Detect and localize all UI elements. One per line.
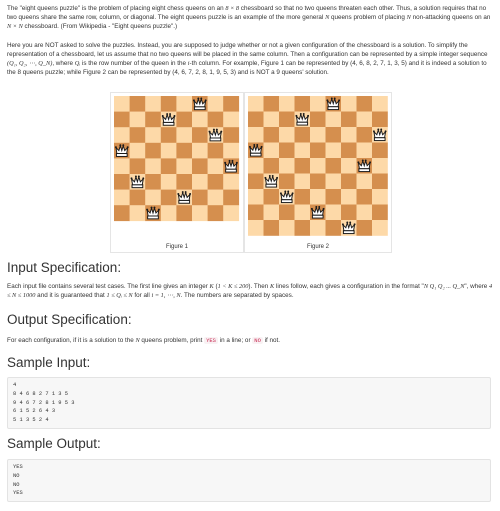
board-square	[208, 96, 224, 112]
board-square	[264, 127, 280, 143]
board-square	[279, 174, 295, 190]
sample-output-heading: Sample Output:	[7, 436, 101, 451]
board-square	[326, 174, 342, 190]
board-square	[372, 143, 388, 159]
board-square	[264, 158, 280, 174]
no-code: NO	[254, 337, 261, 344]
board-square	[248, 189, 264, 205]
board-square	[130, 96, 146, 112]
board-square	[161, 143, 177, 159]
board-square	[145, 174, 161, 190]
board-square	[248, 205, 264, 221]
sample-input-block[interactable]	[7, 377, 491, 429]
board-square	[145, 158, 161, 174]
board-square	[341, 96, 357, 112]
sample-output-line: NO	[13, 481, 20, 488]
board-square	[176, 112, 192, 128]
board-square	[341, 189, 357, 205]
board-square	[357, 205, 373, 221]
board-square	[341, 112, 357, 128]
sample-output-line: NO	[13, 472, 20, 479]
board-square	[279, 158, 295, 174]
board-square	[326, 143, 342, 159]
board-square	[310, 220, 326, 236]
board-square	[341, 127, 357, 143]
board-square	[264, 205, 280, 221]
board-square	[145, 96, 161, 112]
board-square	[248, 220, 264, 236]
board-square	[357, 127, 373, 143]
board-square	[326, 220, 342, 236]
chessboard-figure-1	[111, 93, 243, 237]
figures	[0, 92, 500, 254]
board-square	[208, 205, 224, 221]
board-square	[130, 112, 146, 128]
figure-2-caption: Figure 2	[306, 244, 329, 250]
board-square	[295, 220, 311, 236]
sample-input-line: 4	[13, 382, 17, 388]
board-square	[372, 96, 388, 112]
figure-1	[110, 92, 244, 253]
board-square	[248, 158, 264, 174]
board-square	[264, 220, 280, 236]
board-square	[295, 143, 311, 159]
board-square	[372, 205, 388, 221]
sample-input-line: 5 1 3 5 2 4	[13, 417, 49, 424]
board-square	[176, 143, 192, 159]
board-square	[223, 112, 239, 128]
board-square	[208, 143, 224, 159]
board-square	[326, 189, 342, 205]
board-square	[357, 96, 373, 112]
chessboard-figure-2	[245, 93, 391, 237]
board-square	[130, 190, 146, 206]
board-square	[161, 205, 177, 221]
board-square	[223, 174, 239, 190]
board-square	[310, 127, 326, 143]
board-square	[114, 190, 130, 206]
board-square	[192, 174, 208, 190]
board-square	[295, 96, 311, 112]
board-square	[357, 189, 373, 205]
board-square	[357, 220, 373, 236]
board-square	[341, 143, 357, 159]
board-square	[114, 96, 130, 112]
board-square	[248, 96, 264, 112]
board-square	[114, 205, 130, 221]
board-square	[223, 190, 239, 206]
board-square	[161, 158, 177, 174]
board-square	[310, 174, 326, 190]
board-square	[208, 190, 224, 206]
board-square	[145, 190, 161, 206]
board-square	[161, 174, 177, 190]
output-spec-heading: Output Specification:	[7, 312, 132, 327]
board-square	[372, 112, 388, 128]
board-square	[279, 127, 295, 143]
board-square	[357, 143, 373, 159]
board-square	[295, 127, 311, 143]
board-square	[130, 143, 146, 159]
sample-output-line: YES	[13, 464, 23, 470]
board-square	[310, 112, 326, 128]
yes-code: YES	[206, 337, 216, 344]
board-square	[279, 96, 295, 112]
board-square	[161, 96, 177, 112]
board-square	[264, 96, 280, 112]
figure-2	[244, 92, 392, 253]
board-square	[223, 127, 239, 143]
board-square	[357, 174, 373, 190]
board-square	[264, 143, 280, 159]
board-square	[279, 112, 295, 128]
board-square	[192, 112, 208, 128]
board-square	[341, 174, 357, 190]
board-square	[192, 158, 208, 174]
board-square	[130, 127, 146, 143]
sample-input-line: 8 4 6 8 2 7 1 3 5	[13, 390, 68, 397]
sample-input-heading: Sample Input:	[7, 355, 91, 370]
board-square	[295, 189, 311, 205]
input-spec-heading: Input Specification:	[7, 260, 122, 275]
board-square	[279, 220, 295, 236]
board-square	[372, 158, 388, 174]
board-square	[176, 96, 192, 112]
sample-input-line: 6 1 5 2 6 4 3	[13, 408, 56, 415]
board-square	[114, 112, 130, 128]
board-square	[326, 158, 342, 174]
board-square	[248, 174, 264, 190]
board-square	[372, 174, 388, 190]
board-square	[279, 143, 295, 159]
board-square	[114, 174, 130, 190]
task-paragraph: Here you are NOT asked to solve the puzzles. Instead, you are supposed to judge whether or not a given configuration of the chessboard is a solution. To simplify the representation of a chessboard, let us assume that no two queens will be placed in the same column. Then a configuration can be represented by a simple integer sequence (Q₁, Q₂, ⋯, Q_N), where Qᵢ is the row number of the queen in the i-th column. For example, Figure 1 can be represented by (4, 6, 8, 2, 7, 1, 3, 5) and it is indeed a solution to the 8 queens puzzle; while Figure 2 can be represented by (4, 6, 7, 2, 8, 1, 9, 5, 3) and is NOT a 9 queens' solution.	[7, 42, 488, 76]
board-square	[295, 158, 311, 174]
board-square	[295, 205, 311, 221]
board-square	[310, 158, 326, 174]
board-square	[176, 174, 192, 190]
board-square	[341, 205, 357, 221]
board-square	[130, 205, 146, 221]
intro-paragraph: The "eight queens puzzle" is the problem of placing eight chess queens on an 8 × 8 chessboard so that no two queens threaten each other. Thus, a solution requires that no two queens share the same row, column, or diagonal. The eight queens puzzle is an example of the more general N queens problem of placing N non-attacking queens on an N × N chessboard. (From Wikipedia - "Eight queens puzzle".)	[7, 5, 491, 30]
board-square	[114, 127, 130, 143]
board-square	[192, 127, 208, 143]
board-square	[310, 189, 326, 205]
board-square	[326, 205, 342, 221]
board-square	[192, 190, 208, 206]
board-square	[192, 143, 208, 159]
board-square	[326, 127, 342, 143]
board-square	[341, 158, 357, 174]
board-square	[310, 96, 326, 112]
board-square	[130, 158, 146, 174]
board-square	[145, 143, 161, 159]
board-square	[248, 127, 264, 143]
board-square	[176, 158, 192, 174]
board-square	[264, 112, 280, 128]
board-square	[310, 143, 326, 159]
board-square	[208, 158, 224, 174]
sample-output-block[interactable]	[7, 459, 491, 502]
board-square	[372, 220, 388, 236]
board-square	[248, 112, 264, 128]
board-square	[223, 96, 239, 112]
board-square	[145, 112, 161, 128]
board-square	[161, 190, 177, 206]
output-spec-text: For each configuration, if it is a solution to the N queens problem, print YES in a line; or NO if not.	[7, 337, 281, 344]
board-square	[208, 174, 224, 190]
board-square	[223, 205, 239, 221]
board-square	[161, 127, 177, 143]
input-spec-text: Each input file contains several test cases. The first line gives an integer K (1 < K ≤ 200). Then K lines follow, each gives a configuration in the format "N Q₁ Q₂ ... Q_N", where 4 ≤ N ≤ 1000 and it is guaranteed that 1 ≤ Qᵢ ≤ N for all i = 1, ⋯, N. The numbers are separated by spaces.	[7, 283, 493, 299]
board-square	[208, 112, 224, 128]
figure-1-caption: Figure 1	[165, 244, 188, 250]
board-square	[176, 127, 192, 143]
board-square	[264, 189, 280, 205]
board-square	[372, 189, 388, 205]
board-square	[176, 205, 192, 221]
board-square	[223, 143, 239, 159]
board-square	[114, 158, 130, 174]
board-square	[279, 205, 295, 221]
board-square	[145, 127, 161, 143]
sample-input-line: 9 4 6 7 2 8 1 9 5 3	[13, 399, 75, 406]
sample-output-line: YES	[13, 490, 23, 497]
board-square	[295, 174, 311, 190]
board-square	[326, 112, 342, 128]
board-square	[192, 205, 208, 221]
board-square	[357, 112, 373, 128]
